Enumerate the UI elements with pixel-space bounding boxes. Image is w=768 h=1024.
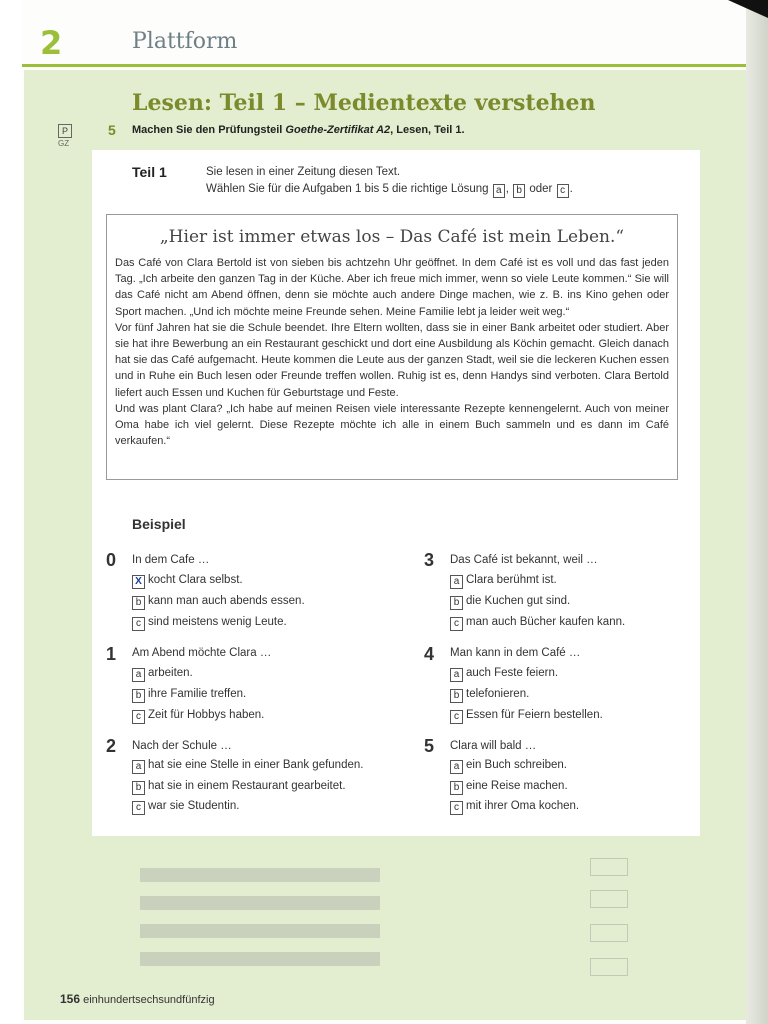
question-stem: Nach der Schule … (132, 740, 232, 752)
ghost-bar (140, 896, 380, 910)
question-stem: Das Café ist bekannt, weil … (450, 554, 598, 566)
task-number: 5 (108, 122, 116, 138)
option[interactable]: c Essen für Feiern bestellen. (450, 709, 603, 724)
article-paragraph: Und was plant Clara? „Ich habe auf meinen Reisen viele interessante Rezepte kennengelernt. Auch von meiner Oma habe ich viel gelernt. Diese Rezepte möchte ich alle in einem Buch sammeln und es dann im Café verkaufen.“ (115, 402, 669, 448)
question-number: 3 (424, 550, 435, 570)
checkbox[interactable]: a (132, 760, 145, 774)
checkbox[interactable]: b (450, 689, 463, 703)
ghost-bar (140, 924, 380, 938)
question-stem: In dem Cafe … (132, 554, 210, 566)
answer-box-a: a (493, 184, 505, 198)
checkbox[interactable]: c (132, 617, 145, 631)
checkbox[interactable]: c (132, 710, 145, 724)
checkbox[interactable]: c (450, 710, 463, 724)
checkbox[interactable]: c (450, 801, 463, 815)
section-title: Lesen: Teil 1 – Medientexte verstehen (132, 90, 596, 116)
article-body (115, 255, 669, 449)
page-footer (60, 992, 215, 1006)
option[interactable]: c war sie Studentin. (132, 800, 239, 815)
question-stem: Man kann in dem Café … (450, 647, 581, 659)
option[interactable]: b ihre Familie treffen. (132, 688, 246, 703)
option[interactable]: a arbeiten. (132, 667, 193, 682)
article-title: „Hier ist immer etwas los – Das Café ist mein Leben.“ (159, 227, 625, 247)
option[interactable]: a hat sie eine Stelle in einer Bank gefunden. (132, 759, 363, 774)
ghost-bar (140, 952, 380, 966)
ghost-box (590, 890, 628, 908)
option[interactable]: c man auch Bücher kaufen kann. (450, 616, 625, 631)
ghost-box (590, 858, 628, 876)
option[interactable]: b die Kuchen gut sind. (450, 595, 570, 610)
teil-label: Teil 1 (132, 164, 167, 180)
article-paragraph: Das Café von Clara Bertold ist von sieben bis achtzehn Uhr geöffnet. In dem Café ist es voll und das fast jeden Tag. „Ich arbeite den ganzen Tag in der Küche. Aber ich freue mich immer, wenn so viele Leute kommen.“ Sie will das Café nicht am Abend öffnen, denn sie möchte auch andere Dinge machen, wie z. B. ins Kino gehen oder Sport machen. „Und ich möchte meine Freunde sehen. Meine Familie lebt ja leider weit weg.“ (115, 257, 669, 318)
option[interactable]: b telefonieren. (450, 688, 529, 703)
answer-box-b: b (513, 184, 525, 198)
checkbox[interactable]: b (132, 689, 145, 703)
article-box (106, 214, 678, 480)
question-stem: Am Abend möchte Clara … (132, 647, 272, 659)
question-number: 2 (106, 736, 117, 756)
checkbox[interactable]: b (132, 596, 145, 610)
option[interactable]: a auch Feste feiern. (450, 667, 558, 682)
chapter-number: 2 (40, 24, 63, 62)
bleed-through-artifact (80, 838, 640, 988)
checkbox[interactable]: b (450, 596, 463, 610)
example-heading: Beispiel (132, 516, 186, 532)
option[interactable]: c mit ihrer Oma kochen. (450, 800, 579, 815)
teil-instruction-1: Sie lesen in einer Zeitung diesen Text. (206, 166, 401, 178)
checkbox[interactable]: c (132, 801, 145, 815)
exam-badge-sub: GZ (58, 139, 70, 148)
header-rule (22, 64, 746, 67)
checkbox[interactable]: b (132, 781, 145, 795)
exam-badge: P (58, 124, 72, 138)
question-number: 1 (106, 644, 117, 664)
question-stem: Clara will bald … (450, 740, 537, 752)
question-number: 4 (424, 644, 435, 664)
page-edge-shadow (746, 0, 768, 1024)
checkbox[interactable]: c (450, 617, 463, 631)
question-number: 5 (424, 736, 435, 756)
ghost-bar (140, 868, 380, 882)
checkbox[interactable]: a (132, 668, 145, 682)
ghost-box (590, 958, 628, 976)
chapter-title: Plattform (132, 29, 238, 54)
ghost-box (590, 924, 628, 942)
checkbox[interactable]: a (450, 760, 463, 774)
answer-box-c: c (557, 184, 569, 198)
teil-instruction-2: Wählen Sie für die Aufgaben 1 bis 5 die richtige Lösung a , b oder c . (206, 183, 573, 196)
option[interactable]: a Clara berühmt ist. (450, 574, 557, 589)
task-instruction: Machen Sie den Prüfungsteil Goethe-Zertifikat A2, Lesen, Teil 1. (132, 124, 465, 136)
option[interactable]: b hat sie in einem Restaurant gearbeitet. (132, 780, 346, 795)
checkbox[interactable]: a (450, 668, 463, 682)
checkbox[interactable]: b (450, 781, 463, 795)
page-number: 156 (60, 992, 81, 1006)
article-paragraph: Vor fünf Jahren hat sie die Schule beendet. Ihre Eltern wollten, dass sie in einer Bank arbeitet oder studiert. Aber sie hat ihre Bewerbung an ein Restaurant geschickt und dort eine Ausbildung als Köchin gemacht. Gleich danach hat sie das Café aufgemacht. Heute kommen die Leute aus der ganzen Stadt, weil sie die leckeren Kuchen essen und in Ruhe ein Buch lesen oder Freunde treffen wollen. Ruhig ist es, denn Handys sind verboten. Clara Bertold liefert auch Essen und Kuchen für Geburtstage und Feste. (115, 321, 670, 399)
option[interactable]: X kocht Clara selbst. (132, 574, 243, 589)
page-number-words: einhundertsechsundfünfzig (83, 994, 215, 1006)
question-number: 0 (106, 550, 117, 570)
option[interactable]: a ein Buch schreiben. (450, 759, 567, 774)
option[interactable]: c Zeit für Hobbys haben. (132, 709, 264, 724)
option[interactable]: c sind meistens wenig Leute. (132, 616, 287, 631)
option[interactable]: b eine Reise machen. (450, 780, 568, 795)
checkbox-checked[interactable]: X (132, 575, 145, 589)
option[interactable]: b kann man auch abends essen. (132, 595, 305, 610)
checkbox[interactable]: a (450, 575, 463, 589)
